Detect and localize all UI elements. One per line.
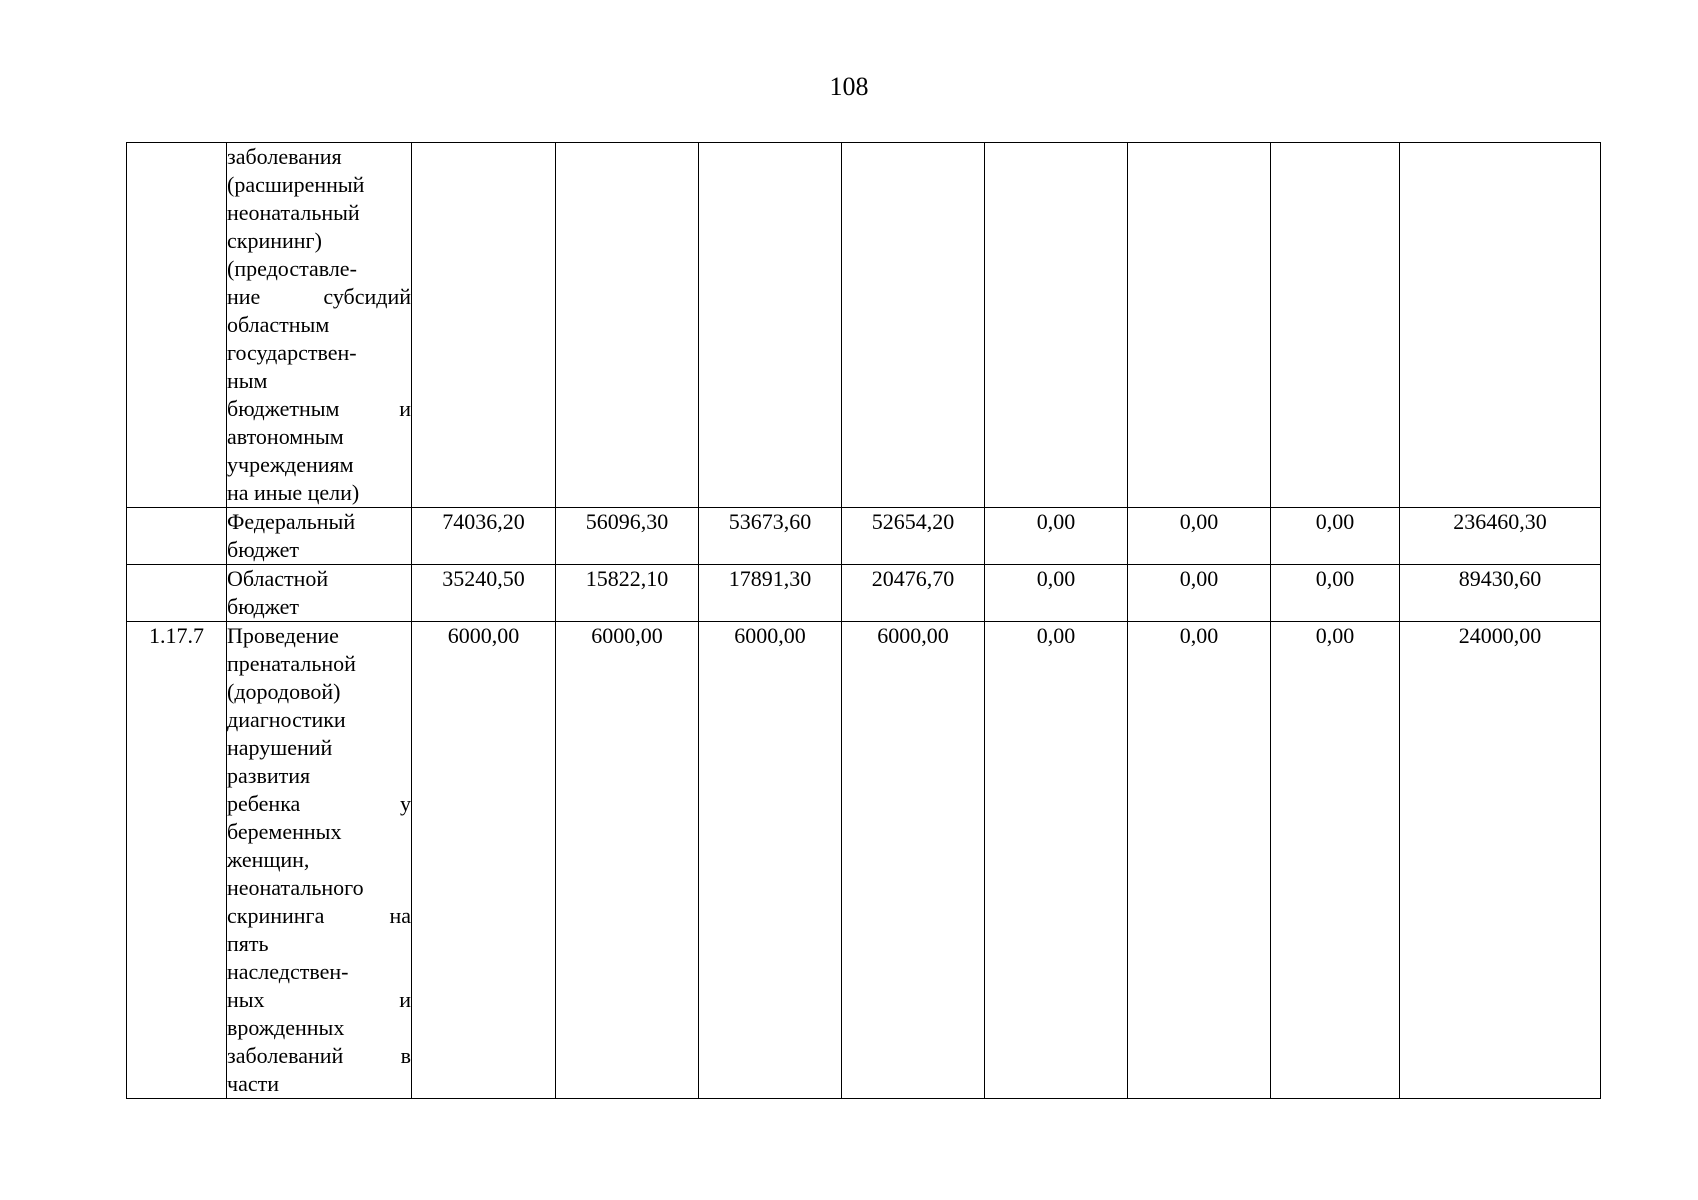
value-cell: 53673,60 <box>699 508 842 565</box>
item-name-line: учреждениям <box>227 452 354 477</box>
table-row <box>127 143 1601 508</box>
item-name-line: на иные цели) <box>227 480 360 505</box>
item-name-line: ребенка у <box>227 791 411 816</box>
item-name-line: бюджетным и <box>227 396 411 421</box>
item-name-line: пренатальной <box>227 651 356 676</box>
item-name-line: неонатальный <box>227 200 360 225</box>
value-cell: 0,00 <box>985 565 1128 622</box>
item-name-line: пять <box>227 931 269 956</box>
item-name-line: областным <box>227 312 330 337</box>
item-name-line: части <box>227 1071 279 1096</box>
item-name-cell <box>227 565 412 622</box>
value-cell: 6000,00 <box>556 622 699 1099</box>
value-cell: 89430,60 <box>1400 565 1601 622</box>
value-cell: 0,00 <box>1128 508 1271 565</box>
item-name-line: заболевания <box>227 144 342 169</box>
value-cell: 6000,00 <box>842 622 985 1099</box>
item-name-line: женщин, <box>227 847 310 872</box>
item-name-line: бюджет <box>227 537 299 562</box>
value-cell: 0,00 <box>985 508 1128 565</box>
item-name-line: (расширенный <box>227 172 365 197</box>
item-name-cell <box>227 622 412 1099</box>
row-number-cell <box>127 565 227 622</box>
budget-table <box>126 142 1601 1099</box>
value-cell: 15822,10 <box>556 565 699 622</box>
item-name-line: врожденных <box>227 1015 345 1040</box>
value-cell <box>412 143 556 508</box>
item-name-line: скрининг) <box>227 228 322 253</box>
value-cell <box>842 143 985 508</box>
item-name-line: ным <box>227 368 268 393</box>
item-name-line: автономным <box>227 424 344 449</box>
item-name-line: Областной <box>227 566 329 591</box>
value-cell: 236460,30 <box>1400 508 1601 565</box>
row-number-cell <box>127 508 227 565</box>
value-cell <box>1128 143 1271 508</box>
value-cell: 0,00 <box>1128 622 1271 1099</box>
value-cell: 0,00 <box>1271 622 1400 1099</box>
value-cell: 35240,50 <box>412 565 556 622</box>
item-name-line: бюджет <box>227 594 299 619</box>
item-name-line: скрининга на <box>227 903 411 928</box>
value-cell <box>1271 143 1400 508</box>
value-cell: 0,00 <box>1271 565 1400 622</box>
item-name-line: Федеральный <box>227 509 356 534</box>
item-name-line: ние субсидий <box>227 284 411 309</box>
item-name-line: (предоставле- <box>227 256 357 281</box>
value-cell: 0,00 <box>1271 508 1400 565</box>
item-name-line: государствен- <box>227 340 357 365</box>
table-row <box>127 565 1601 622</box>
value-cell: 0,00 <box>985 622 1128 1099</box>
value-cell <box>699 143 842 508</box>
value-cell <box>556 143 699 508</box>
table-body <box>127 143 1601 1099</box>
row-number-cell: 1.17.7 <box>127 622 227 1099</box>
item-name-cell <box>227 143 412 508</box>
value-cell: 20476,70 <box>842 565 985 622</box>
page-number: 108 <box>829 72 869 101</box>
value-cell: 6000,00 <box>699 622 842 1099</box>
value-cell: 0,00 <box>1128 565 1271 622</box>
row-number-cell <box>127 143 227 508</box>
item-name-line: ных и <box>227 987 411 1012</box>
value-cell: 24000,00 <box>1400 622 1601 1099</box>
value-cell <box>985 143 1128 508</box>
item-name-line: развития <box>227 763 311 788</box>
item-name-line: нарушений <box>227 735 333 760</box>
item-name-line: диагностики <box>227 707 346 732</box>
value-cell: 52654,20 <box>842 508 985 565</box>
item-name-line: наследствен- <box>227 959 349 984</box>
value-cell: 56096,30 <box>556 508 699 565</box>
item-name-line: (дородовой) <box>227 679 341 704</box>
value-cell: 6000,00 <box>412 622 556 1099</box>
value-cell: 74036,20 <box>412 508 556 565</box>
value-cell: 17891,30 <box>699 565 842 622</box>
table-row <box>127 622 1601 1099</box>
value-cell <box>1400 143 1601 508</box>
item-name-line: Проведение <box>227 623 339 648</box>
table-row <box>127 508 1601 565</box>
item-name-line: неонатального <box>227 875 364 900</box>
item-name-cell <box>227 508 412 565</box>
item-name-line: заболеваний в <box>227 1043 411 1068</box>
item-name-line: беременных <box>227 819 342 844</box>
